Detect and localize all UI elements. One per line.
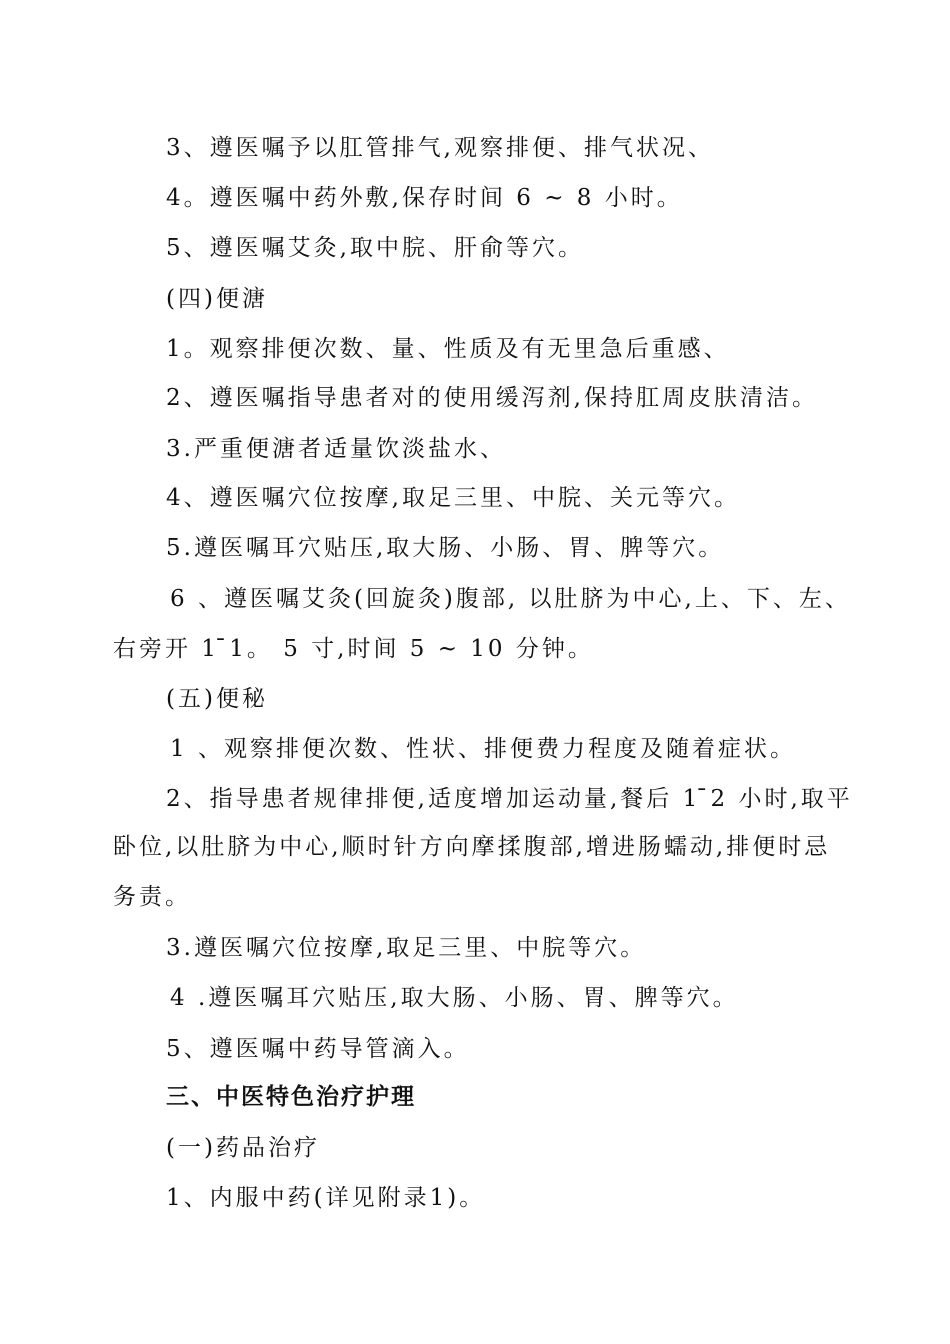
text-line-14: 2、指导患者规律排便,适度增加运动量,餐后 1 ̄2 小时,取平 — [166, 786, 853, 812]
section-heading-wu: (五)便秘 — [166, 686, 268, 712]
text-line-15: 卧位,以肚脐为中心,顺时针方向摩揉腹部,增进肠蠕动,排便时忌 — [113, 834, 831, 860]
text-line-3: 5、遵医嘱艾灸,取中脘、肝俞等穴。 — [166, 235, 584, 261]
text-line-16: 务责。 — [113, 884, 191, 910]
text-line-5: 1。观察排便次数、量、性质及有无里急后重感、 — [166, 336, 730, 362]
chapter-heading: 三、中医特色治疗护理 — [166, 1083, 416, 1110]
text-line-11: 右旁开 1 ̄1。 5 寸,时间 5 ~ 10 分钟。 — [113, 636, 594, 662]
text-line-13: 1 、观察排便次数、性状、排便费力程度及随着症状。 — [170, 736, 796, 762]
section-heading-yi: (一)药品治疗 — [166, 1135, 320, 1161]
text-line-22: 1、内服中药(详见附录1)。 — [166, 1185, 486, 1211]
text-line-9: 5.遵医嘱耳穴贴压,取大肠、小肠、胃、脾等穴。 — [166, 535, 725, 561]
text-line-6: 2、遵医嘱指导患者对的使用缓泻剂,保持肛周皮肤清洁。 — [166, 385, 818, 411]
text-line-7: 3.严重便溏者适量饮淡盐水、 — [166, 436, 506, 462]
section-heading-si: (四)便溏 — [166, 286, 268, 312]
text-line-8: 4、遵医嘱穴位按摩,取足三里、中脘、关元等穴。 — [166, 485, 740, 511]
text-line-1: 3、遵医嘱予以肛管排气,观察排便、排气状况、 — [166, 135, 714, 161]
text-line-18: 4 .遵医嘱耳穴贴压,取大肠、小肠、胃、脾等穴。 — [170, 985, 739, 1011]
text-line-19: 5、遵医嘱中药导管滴入。 — [166, 1036, 470, 1062]
text-line-10: 6 、遵医嘱艾灸(回旋灸)腹部, 以肚脐为中心,上、下、左、 — [170, 586, 851, 612]
text-line-2: 4。遵医嘱中药外敷,保存时间 6 ~ 8 小时。 — [166, 185, 683, 211]
text-line-17: 3.遵医嘱穴位按摩,取足三里、中脘等穴。 — [166, 935, 647, 961]
